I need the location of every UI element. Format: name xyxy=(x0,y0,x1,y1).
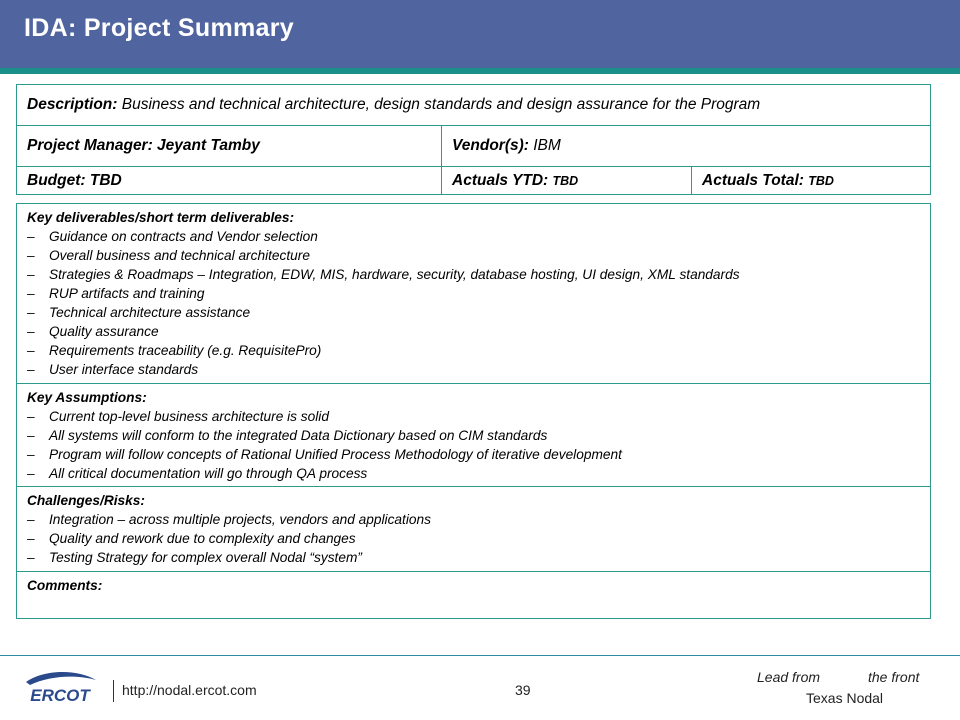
deliverables-title: Key deliverables/short term deliverables: xyxy=(27,210,295,225)
description-row xyxy=(17,85,931,126)
vendor-cell xyxy=(442,126,931,167)
logo-swoosh xyxy=(26,672,96,685)
project-manager-label: Project Manager: Jeyant Tamby xyxy=(27,137,260,154)
budget-row xyxy=(17,167,931,195)
list-item: – Overall business and technical architecture xyxy=(27,248,310,263)
budget-cell xyxy=(17,167,442,195)
description-value: Business and technical architecture, design standards and design assurance for the Program xyxy=(121,96,761,113)
organization-name: Texas Nodal xyxy=(806,690,884,706)
challenges-list xyxy=(27,510,920,567)
list-item: – Program will follow concepts of Rational Unified Process Methodology of iterative development xyxy=(27,447,622,462)
comments-title: Comments: xyxy=(27,578,103,593)
tagline-left: Lead from xyxy=(757,669,821,685)
project-details-table xyxy=(16,203,931,619)
vendor-value: IBM xyxy=(533,137,561,154)
description-label: Description: xyxy=(27,96,122,113)
project-manager-cell xyxy=(17,126,442,167)
comments-cell xyxy=(17,572,931,619)
challenges-cell xyxy=(17,487,931,572)
assumptions-section xyxy=(17,384,931,487)
list-item: – Quality and rework due to complexity and changes xyxy=(27,531,356,546)
actuals-ytd-cell xyxy=(442,167,692,195)
footer-url-link[interactable]: http://nodal.ercot.com xyxy=(122,682,257,698)
tagline-right: the front xyxy=(868,669,920,685)
footer-divider xyxy=(0,655,960,656)
actuals-ytd-label: Actuals YTD: xyxy=(452,171,553,189)
page-title: IDA: Project Summary xyxy=(24,14,294,42)
list-item: – Current top-level business architecture is solid xyxy=(27,409,329,424)
actuals-ytd-value: TBD xyxy=(552,173,579,188)
list-item: – RUP artifacts and training xyxy=(27,286,205,301)
footer-separator xyxy=(113,680,114,702)
assumptions-list xyxy=(27,407,920,483)
description-cell xyxy=(17,85,931,126)
comments-section xyxy=(17,572,931,619)
deliverables-list xyxy=(27,227,920,379)
list-item: – Guidance on contracts and Vendor selection xyxy=(27,229,318,244)
ercot-logo xyxy=(20,668,100,708)
actuals-total-value: TBD xyxy=(808,173,834,188)
challenges-section xyxy=(17,487,931,572)
project-info-table xyxy=(16,84,931,195)
list-item: – Quality assurance xyxy=(27,324,159,339)
list-item: – Integration – across multiple projects, vendors and applications xyxy=(27,512,431,527)
assumptions-cell xyxy=(17,384,931,487)
budget-label: Budget: TBD xyxy=(27,171,122,189)
list-item: – User interface standards xyxy=(27,362,199,377)
list-item: – Requirements traceability (e.g. RequisitePro) xyxy=(27,343,322,358)
logo-text: ERCOT xyxy=(30,686,90,705)
actuals-total-cell xyxy=(692,167,931,195)
actuals-total-label: Actuals Total: xyxy=(702,171,809,189)
list-item: – All critical documentation will go through QA process xyxy=(27,466,368,481)
challenges-title: Challenges/Risks: xyxy=(27,493,145,508)
list-item: – Technical architecture assistance xyxy=(27,305,251,320)
page-number: 39 xyxy=(515,682,531,698)
deliverables-section xyxy=(17,204,931,384)
header-divider xyxy=(0,68,960,74)
list-item: – All systems will conform to the integrated Data Dictionary based on CIM standards xyxy=(27,428,548,443)
slide-header xyxy=(0,0,960,68)
assumptions-title: Key Assumptions: xyxy=(27,390,147,405)
list-item: – Strategies & Roadmaps – Integration, EDW, MIS, hardware, security, database hosting, UI design, XML standards xyxy=(27,267,740,282)
vendor-label: Vendor(s): xyxy=(452,137,534,154)
manager-row xyxy=(17,126,931,167)
list-item: – Testing Strategy for complex overall Nodal “system” xyxy=(27,550,362,565)
deliverables-cell xyxy=(17,204,931,384)
